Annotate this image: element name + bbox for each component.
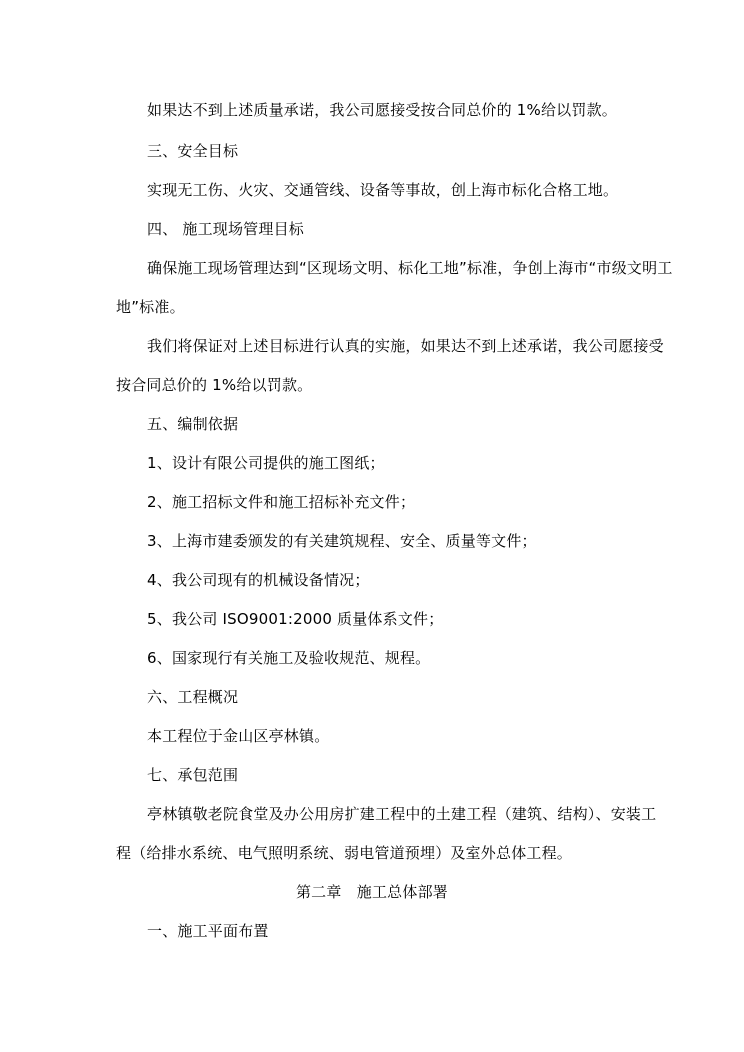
- paragraph-quality-penalty: 如果达不到上述质量承诺，我公司愿接受按合同总价的 1%给以罚款。: [147, 101, 617, 119]
- paragraph-site-management-line1: 确保施工现场管理达到“区现场文明、标化工地”标准，争创上海市“市级文明工: [147, 259, 673, 277]
- list-item-basis-3: 3、上海市建委颁发的有关建筑规程、安全、质量等文件；: [147, 532, 537, 550]
- paragraph-contract-scope-line1: 亭林镇敬老院食堂及办公用房扩建工程中的土建工程（建筑、结构）、安装工: [147, 805, 657, 823]
- paragraph-site-management-line2: 地”标准。: [116, 298, 185, 316]
- list-item-basis-5: 5、我公司 ISO9001:2000 质量体系文件；: [147, 610, 444, 628]
- list-item-basis-4: 4、我公司现有的机械设备情况；: [147, 571, 370, 589]
- heading-project-overview: 六、工程概况: [147, 688, 239, 706]
- heading-contract-scope: 七、承包范围: [147, 766, 239, 784]
- paragraph-commitment-line2: 按合同总价的 1%给以罚款。: [116, 376, 313, 394]
- heading-compilation-basis: 五、编制依据: [147, 415, 239, 433]
- paragraph-safety-goal: 实现无工伤、火灾、交通管线、设备等事故，创上海市标化合格工地。: [147, 181, 619, 199]
- paragraph-project-location: 本工程位于金山区亭林镇。: [147, 727, 330, 745]
- heading-safety-goal: 三、安全目标: [147, 142, 239, 160]
- chapter-title: 第二章 施工总体部署: [295, 883, 448, 901]
- heading-site-management-goal: 四、 施工现场管理目标: [147, 220, 304, 238]
- list-item-basis-6: 6、国家现行有关施工及验收规范、规程。: [147, 649, 431, 667]
- list-item-basis-1: 1、设计有限公司提供的施工图纸；: [147, 454, 385, 472]
- list-item-basis-2: 2、施工招标文件和施工招标补充文件；: [147, 493, 416, 511]
- paragraph-contract-scope-line2: 程（给排水系统、电气照明系统、弱电管道预埋）及室外总体工程。: [116, 844, 573, 862]
- paragraph-commitment-line1: 我们将保证对上述目标进行认真的实施，如果达不到上述承诺，我公司愿接受: [147, 337, 664, 355]
- heading-site-layout: 一、施工平面布置: [147, 922, 269, 940]
